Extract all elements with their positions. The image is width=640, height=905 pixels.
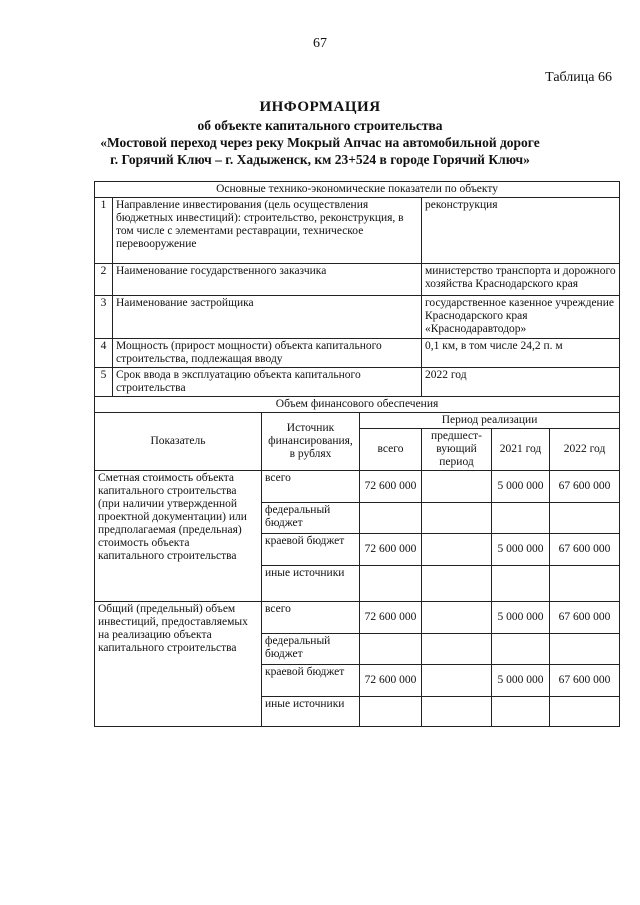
fin-previous — [422, 566, 492, 602]
fin-total — [360, 697, 422, 727]
indicator-column-header: Показатель — [95, 413, 262, 471]
fin-source: всего — [262, 471, 360, 503]
fin-2022: 67 600 000 — [550, 602, 620, 634]
fin-source: краевой бюджет — [262, 665, 360, 697]
indicator-number: 3 — [95, 296, 113, 339]
indicator-value: государственное казенное учреждение Краснодарского края «Краснодаравтодор» — [422, 296, 620, 339]
indicator-value: министерство транспорта и дорожного хозяйства Краснодарского края — [422, 264, 620, 296]
year-2021-column-header: 2021 год — [492, 429, 550, 471]
fin-previous — [422, 634, 492, 665]
fin-header-row — [95, 413, 620, 429]
indicator-label: Срок ввода в эксплуатацию объекта капитального строительства — [113, 368, 422, 397]
indicator-number: 4 — [95, 339, 113, 368]
fin-row — [95, 471, 620, 503]
section2-header: Объем финансового обеспечения — [95, 397, 620, 413]
section1-header: Основные технико-экономические показатели по объекту — [95, 182, 620, 198]
fin-2022: 67 600 000 — [550, 471, 620, 503]
fin-2021 — [492, 634, 550, 665]
fin-previous — [422, 471, 492, 503]
fin-2022 — [550, 634, 620, 665]
period-column-header: Период реализации — [360, 413, 620, 429]
fin-2021 — [492, 566, 550, 602]
fin-2022: 67 600 000 — [550, 665, 620, 697]
indicator-label: Наименование застройщика — [113, 296, 422, 339]
fin-2022 — [550, 566, 620, 602]
section2-header-row — [95, 397, 620, 413]
document-heading — [0, 97, 640, 168]
fin-total: 72 600 000 — [360, 665, 422, 697]
fin-previous — [422, 503, 492, 534]
fin-total: 72 600 000 — [360, 534, 422, 566]
fin-indicator-label: Сметная стоимость объекта капитального строительства (при наличии утвержденной проектной документации) или предполагаемая (предельная) стоимость объекта капитального строительства — [95, 471, 262, 602]
fin-source: федеральный бюджет — [262, 503, 360, 534]
fin-total: 72 600 000 — [360, 602, 422, 634]
section1-header-row — [95, 182, 620, 198]
indicator-label: Направление инвестирования (цель осуществления бюджетных инвестиций): строительство, реконструкция, в том числе с элементами реставрации, техническое перевооружение — [113, 198, 422, 264]
total-column-header: всего — [360, 429, 422, 471]
fin-2021: 5 000 000 — [492, 602, 550, 634]
fin-2021: 5 000 000 — [492, 665, 550, 697]
source-column-header: Источник финансирования, в рублях — [262, 413, 360, 471]
indicator-row — [95, 264, 620, 296]
table-label: Таблица 66 — [545, 70, 612, 85]
fin-total — [360, 634, 422, 665]
fin-2022 — [550, 503, 620, 534]
indicator-row — [95, 368, 620, 397]
fin-source: федеральный бюджет — [262, 634, 360, 665]
heading-object-name-1: «Мостовой переход через реку Мокрый Апчас на автомобильной дороге — [100, 135, 540, 150]
indicator-value: 2022 год — [422, 368, 620, 397]
indicator-row — [95, 296, 620, 339]
year-2022-column-header: 2022 год — [550, 429, 620, 471]
heading-subtitle: об объекте капитального строительства — [197, 118, 443, 133]
info-table — [94, 181, 620, 727]
heading-title: ИНФОРМАЦИЯ — [259, 99, 381, 115]
fin-source: иные источники — [262, 566, 360, 602]
fin-2022 — [550, 697, 620, 727]
indicator-label: Наименование государственного заказчика — [113, 264, 422, 296]
fin-previous — [422, 534, 492, 566]
indicator-number: 2 — [95, 264, 113, 296]
fin-total — [360, 566, 422, 602]
indicator-row — [95, 198, 620, 264]
fin-2022: 67 600 000 — [550, 534, 620, 566]
fin-previous — [422, 665, 492, 697]
fin-source: всего — [262, 602, 360, 634]
fin-row — [95, 602, 620, 634]
fin-2021: 5 000 000 — [492, 534, 550, 566]
previous-period-column-header: предшест-вующий период — [422, 429, 492, 471]
fin-previous — [422, 602, 492, 634]
fin-total — [360, 503, 422, 534]
fin-2021: 5 000 000 — [492, 471, 550, 503]
fin-source: краевой бюджет — [262, 534, 360, 566]
indicator-row — [95, 339, 620, 368]
indicator-number: 5 — [95, 368, 113, 397]
indicator-number: 1 — [95, 198, 113, 264]
fin-indicator-label: Общий (предельный) объем инвестиций, предоставляемых на реализацию объекта капитального строительства — [95, 602, 262, 727]
fin-previous — [422, 697, 492, 727]
fin-2021 — [492, 503, 550, 534]
indicator-value: реконструкция — [422, 198, 620, 264]
page-number: 67 — [313, 36, 327, 51]
fin-total: 72 600 000 — [360, 471, 422, 503]
indicator-label: Мощность (прирост мощности) объекта капитального строительства, подлежащая вводу — [113, 339, 422, 368]
indicator-value: 0,1 км, в том числе 24,2 п. м — [422, 339, 620, 368]
fin-2021 — [492, 697, 550, 727]
fin-source: иные источники — [262, 697, 360, 727]
heading-object-name-2: г. Горячий Ключ – г. Хадыженск, км 23+524 в городе Горячий Ключ» — [110, 152, 530, 167]
